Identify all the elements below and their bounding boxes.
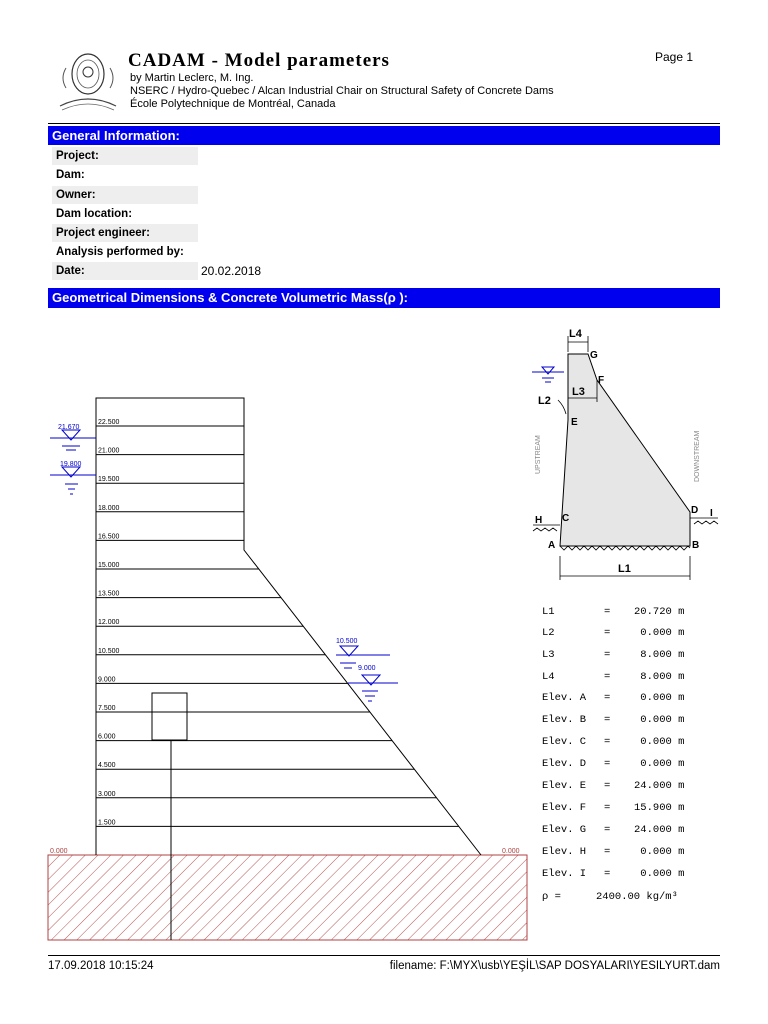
label-l4: L4 <box>569 328 582 340</box>
param-name: Elev. C <box>542 736 587 748</box>
param-value: 8.000 m <box>634 671 685 683</box>
lift-lines <box>96 426 459 826</box>
param-row <box>542 801 684 815</box>
dam-schematic <box>528 322 728 582</box>
lift-elevation-label: 13.500 <box>98 590 120 598</box>
label-l2: L2 <box>538 395 551 407</box>
param-value: 0.000 m <box>634 736 685 748</box>
param-name: Elev. B <box>542 714 587 726</box>
upstream-label: UPSTREAM <box>535 435 542 474</box>
param-value: 15.900 m <box>634 802 685 814</box>
point-h: H <box>535 515 543 526</box>
param-value: 0.000 m <box>634 868 685 880</box>
param-eq: = <box>604 780 611 792</box>
param-eq: = <box>604 692 611 704</box>
info-label-analysis-by: Analysis performed by: <box>52 243 198 261</box>
downstream-level-1: 10.500 <box>336 638 358 645</box>
info-label-dam: Dam: <box>52 166 198 184</box>
label-l1: L1 <box>618 563 631 575</box>
author-line: by Martin Leclerc, M. Ing. <box>130 72 254 84</box>
point-i: I <box>710 508 713 519</box>
param-eq: = <box>604 649 611 661</box>
rho-value: 2400.00 kg/m³ <box>596 891 678 903</box>
param-value: 8.000 m <box>634 649 685 661</box>
schematic-dam-body <box>560 354 690 546</box>
schematic-h-ground <box>533 528 557 531</box>
info-label-owner: Owner: <box>52 186 198 204</box>
param-name: L3 <box>542 649 555 661</box>
point-e: E <box>571 417 578 428</box>
param-eq: = <box>604 824 611 836</box>
lift-elevation-label: 16.500 <box>98 533 120 541</box>
lift-elevation-label: 18.000 <box>98 504 120 512</box>
param-eq: = <box>604 627 611 639</box>
lift-elevation-label: 4.500 <box>98 762 116 770</box>
rho-row <box>542 890 678 904</box>
param-row <box>542 648 684 662</box>
point-f: F <box>598 375 605 386</box>
header-divider <box>48 123 720 124</box>
param-row <box>542 605 684 619</box>
param-eq: = <box>604 606 611 618</box>
param-eq: = <box>604 714 611 726</box>
base-elev-left: 0.000 <box>50 848 68 855</box>
page-number: Page 1 <box>655 50 694 64</box>
param-value: 0.000 m <box>634 627 685 639</box>
footer-divider <box>48 955 720 956</box>
param-name: Elev. F <box>542 802 587 814</box>
param-name: L1 <box>542 606 555 618</box>
upstream-water-2 <box>50 467 96 494</box>
point-a: A <box>548 540 556 551</box>
polytechnique-crest-logo <box>52 48 124 116</box>
info-value-date: 20.02.2018 <box>201 264 262 278</box>
gallery <box>152 693 187 740</box>
param-eq: = <box>604 846 611 858</box>
chair-line: NSERC / Hydro-Quebec / Alcan Industrial Chair on Structural Safety of Concrete Dams <box>130 85 554 97</box>
param-eq: = <box>604 868 611 880</box>
lift-elevation-label: 19.500 <box>98 476 120 484</box>
info-label-project-engineer: Project engineer: <box>52 224 198 242</box>
dim-l2-leader <box>558 400 566 414</box>
report-title: CADAM - Model parameters <box>128 50 390 71</box>
upstream-level-2: 19.800 <box>60 461 82 468</box>
info-label-dam-location: Dam location: <box>52 205 198 223</box>
param-row <box>542 626 684 640</box>
lift-elevation-label: 1.500 <box>98 819 116 827</box>
downstream-level-2: 9.000 <box>358 665 376 672</box>
param-value: 0.000 m <box>634 714 685 726</box>
param-row <box>542 691 684 705</box>
lift-elevation-label: 22.500 <box>98 419 120 426</box>
param-eq: = <box>604 758 611 770</box>
lift-elevation-label: 10.500 <box>98 647 120 655</box>
geometry-heading: Geometrical Dimensions & Concrete Volumetric Mass(ρ ): <box>48 288 720 308</box>
dam-section-drawing <box>0 380 543 945</box>
param-value: 0.000 m <box>634 758 685 770</box>
schematic-water-icon <box>532 367 564 382</box>
param-row <box>542 823 684 837</box>
school-line: École Polytechnique de Montréal, Canada <box>130 98 336 110</box>
point-g: G <box>590 350 598 361</box>
param-value: 20.720 m <box>634 606 685 618</box>
param-name: Elev. A <box>542 692 587 704</box>
param-name: Elev. I <box>542 868 587 880</box>
point-b: B <box>692 540 700 551</box>
lift-elevation-label: 3.000 <box>98 790 116 798</box>
param-value: 24.000 m <box>634 780 685 792</box>
upstream-level-1: 21.670 <box>58 424 80 431</box>
point-c: C <box>562 513 570 524</box>
param-value: 24.000 m <box>634 824 685 836</box>
general-info-heading: General Information: <box>48 126 720 145</box>
param-name: L2 <box>542 627 555 639</box>
param-name: Elev. E <box>542 780 587 792</box>
param-eq: = <box>604 736 611 748</box>
param-row <box>542 713 684 727</box>
schematic-i-ground <box>694 521 718 524</box>
param-name: Elev. D <box>542 758 587 770</box>
param-name: Elev. G <box>542 824 587 836</box>
param-eq: = <box>604 671 611 683</box>
lift-elevation-label: 6.000 <box>98 733 116 741</box>
param-row <box>542 845 684 859</box>
footer-filename: filename: F:\MYX\usb\YEŞİL\SAP DOSYALARI\YESILYURT.dam <box>389 960 720 972</box>
downstream-label: DOWNSTREAM <box>694 430 701 482</box>
upstream-water-1 <box>50 430 96 450</box>
param-eq: = <box>604 802 611 814</box>
param-row <box>542 757 684 771</box>
footer-datetime: 17.09.2018 10:15:24 <box>48 960 154 972</box>
foundation-hatch <box>48 855 527 940</box>
lift-elevation-label: 9.000 <box>98 676 116 684</box>
downstream-water-2 <box>348 675 398 701</box>
param-value: 0.000 m <box>634 846 685 858</box>
lift-elevation-label: 7.500 <box>98 705 116 712</box>
param-row <box>542 867 684 881</box>
info-label-date: Date: <box>52 262 198 280</box>
lift-elevation-label: 12.000 <box>98 619 120 627</box>
label-l3: L3 <box>572 386 585 398</box>
param-value: 0.000 m <box>634 692 685 704</box>
param-name: Elev. H <box>542 846 587 858</box>
rho-symbol: ρ = <box>542 891 561 903</box>
schematic-ground <box>560 546 690 550</box>
param-name: L4 <box>542 671 555 683</box>
lift-elevation-label: 15.000 <box>98 562 120 569</box>
base-elev-right: 0.000 <box>502 848 520 855</box>
param-row <box>542 779 684 793</box>
param-row <box>542 670 684 684</box>
lift-labels <box>98 419 120 826</box>
param-row <box>542 735 684 749</box>
info-label-project: Project: <box>52 147 198 165</box>
point-d: D <box>691 505 699 516</box>
lift-elevation-label: 21.000 <box>98 447 120 455</box>
